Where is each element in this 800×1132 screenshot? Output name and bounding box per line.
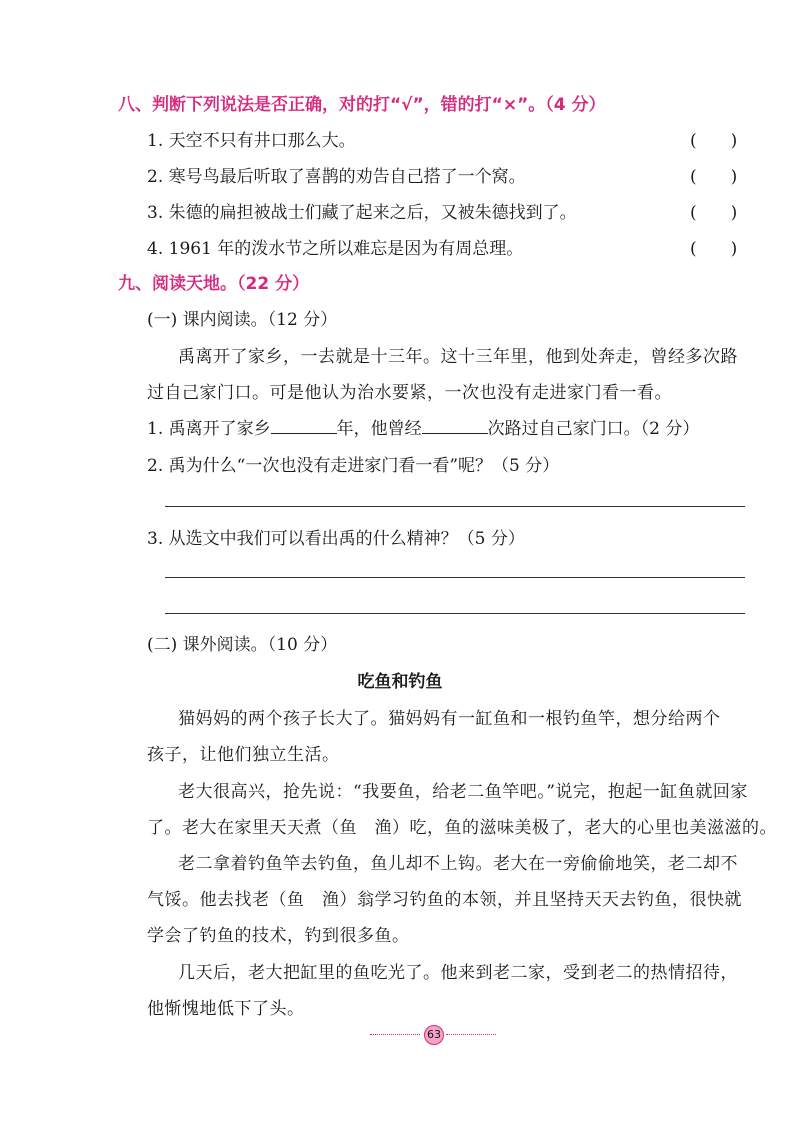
question-1 xyxy=(147,414,699,439)
answer-paren-3[interactable]: ( ) xyxy=(690,203,738,223)
answer-line-q3-2[interactable] xyxy=(165,613,745,614)
question-1-part-a: 1. 禹离开了家乡 xyxy=(147,419,271,439)
judgement-item-2: 2. 寒号鸟最后听取了喜鹊的劝告自己搭了一个窝。 xyxy=(147,167,526,187)
question-1-part-c: 次路过自己家门口。（2 分） xyxy=(487,419,700,439)
part-1-heading: (一) 课内阅读。（12 分） xyxy=(147,310,338,330)
story-line-3: 老大很高兴，抢先说：“我要鱼，给老二鱼竿吧。”说完，抱起一缸鱼就回家 xyxy=(178,782,748,802)
story-line-9: 他惭愧地低下了头。 xyxy=(147,999,305,1019)
story-line-4: 了。老大在家里天天煮（鱼 渔）吃，鱼的滋味美极了，老大的心里也美滋滋的。 xyxy=(147,818,777,838)
page-number-dots-left xyxy=(370,1034,420,1035)
story-line-8: 几天后，老大把缸里的鱼吃光了。他来到老二家，受到老二的热情招待， xyxy=(178,963,738,983)
judgement-item-1: 1. 天空不只有井口那么大。 xyxy=(147,131,356,151)
question-2: 2. 禹为什么“一次也没有走进家门看一看”呢？（5 分） xyxy=(147,456,560,476)
page-number-dots-right xyxy=(446,1034,496,1035)
story-line-6: 气馁。他去找老（鱼 渔）翁学习钓鱼的本领，并且坚持天天去钓鱼，很快就 xyxy=(147,890,742,910)
answer-paren-1[interactable]: ( ) xyxy=(690,131,738,151)
passage-1-line-2: 过自己家门口。可是他认为治水要紧，一次也没有走进家门看一看。 xyxy=(147,383,672,403)
judgement-item-3: 3. 朱德的扁担被战士们藏了起来之后，又被朱德找到了。 xyxy=(147,203,577,223)
answer-line-q3-1[interactable] xyxy=(165,577,745,578)
section-8-title: 八、判断下列说法是否正确，对的打“√”，错的打“×”。（4 分） xyxy=(118,95,606,115)
passage-1-line-1: 禹离开了家乡，一去就是十三年。这十三年里，他到处奔走，曾经多次路 xyxy=(178,347,738,367)
story-line-2: 孩子，让他们独立生活。 xyxy=(147,745,340,765)
part-2-heading: (二) 课外阅读。（10 分） xyxy=(147,635,338,655)
story-line-5: 老二拿着钓鱼竿去钓鱼，鱼儿却不上钩。老大在一旁偷偷地笑，老二却不 xyxy=(178,854,738,874)
question-1-part-b: 年，他曾经 xyxy=(336,419,422,439)
fill-blank-years[interactable] xyxy=(271,419,337,434)
page-number: 63 xyxy=(424,1025,444,1045)
answer-paren-2[interactable]: ( ) xyxy=(690,167,738,187)
judgement-item-4: 4. 1961 年的泼水节之所以难忘是因为有周总理。 xyxy=(147,239,524,259)
story-line-1: 猫妈妈的两个孩子长大了。猫妈妈有一缸鱼和一根钓鱼竿，想分给两个 xyxy=(178,709,721,729)
story-title: 吃鱼和钓鱼 xyxy=(357,672,443,692)
story-line-7: 学会了钓鱼的技术，钓到很多鱼。 xyxy=(147,926,410,946)
answer-paren-4[interactable]: ( ) xyxy=(690,239,738,259)
answer-line-q2[interactable] xyxy=(165,506,745,507)
question-3: 3. 从选文中我们可以看出禹的什么精神？（5 分） xyxy=(147,529,525,549)
section-9-title: 九、阅读天地。（22 分） xyxy=(118,274,310,294)
fill-blank-times[interactable] xyxy=(422,419,488,434)
